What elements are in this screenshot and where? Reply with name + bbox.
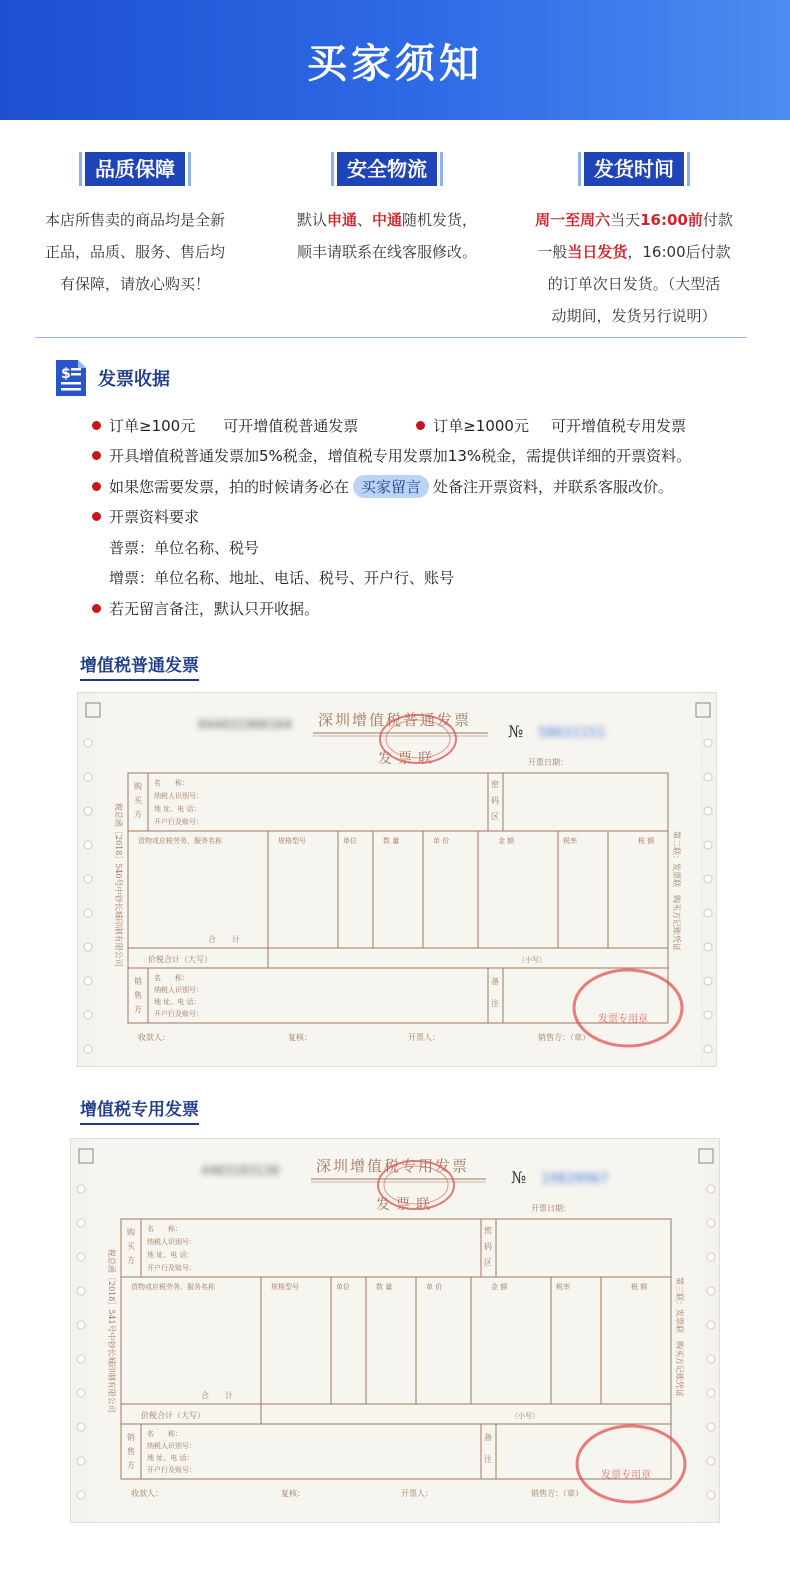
svg-text:开户行及账号：: 开户行及账号： [147, 1466, 196, 1474]
svg-text:开票人：: 开票人： [401, 1489, 433, 1498]
svg-text:名 称：: 名 称： [147, 1430, 182, 1438]
svg-text:纳税人识别号：: 纳税人识别号： [154, 986, 203, 994]
svg-text:开票日期：: 开票日期： [531, 1204, 571, 1213]
rule-text: 普票：单位名称、税号 [109, 538, 260, 557]
svg-text:购: 购 [134, 782, 142, 791]
svg-text:合 计: 合 计 [208, 935, 240, 944]
rule-text: 处备注开票资料，并联系客服改价。 [433, 477, 674, 496]
svg-text:收款人：: 收款人： [131, 1489, 163, 1498]
svg-text:销售方：（章）: 销售方：（章） [538, 1033, 590, 1042]
text-span: 一般 [537, 243, 568, 261]
svg-text:发票联: 发票联 [376, 1197, 436, 1213]
svg-text:方: 方 [134, 810, 142, 819]
svg-text:方: 方 [127, 1461, 135, 1470]
svg-text:（小写）: （小写） [511, 1412, 539, 1420]
rule-text: 订单≥1000元 [433, 416, 529, 435]
svg-text:买: 买 [127, 1242, 135, 1251]
bullet-dot [92, 421, 101, 430]
svg-text:税 额: 税 额 [631, 1283, 648, 1291]
svg-text:发票专用章: 发票专用章 [601, 1470, 651, 1481]
svg-text:名 称：: 名 称： [147, 1225, 182, 1233]
rule-subitem [92, 563, 752, 594]
svg-text:4403183130: 4403183130 [201, 1164, 280, 1179]
shipping-text [509, 204, 759, 332]
svg-text:数 量: 数 量 [383, 837, 400, 845]
highlight-same-day: 当日发货 [567, 243, 628, 261]
svg-text:复核：: 复核： [288, 1033, 312, 1042]
svg-text:单 价: 单 价 [426, 1283, 443, 1291]
svg-text:售: 售 [127, 1447, 135, 1456]
rule-text: 可开增值税专用发票 [550, 416, 686, 435]
logistics-line: 顺丰请联系在线客服修改。 [296, 243, 477, 261]
svg-text:税总函［2018］541号中钞长城印制有限公司: 税总函［2018］541号中钞长城印制有限公司 [107, 1249, 116, 1413]
svg-text:货物或应税劳务、服务名称: 货物或应税劳务、服务名称 [131, 1283, 215, 1291]
rule-text: 开票资料要求 [109, 508, 200, 527]
svg-text:（小写）: （小写） [518, 956, 546, 964]
text-span: ，16:00后付款 [627, 243, 731, 261]
buyer-message-badge: 买家留言 [353, 475, 429, 498]
rule-item [92, 410, 752, 441]
highlight-zto: 中通 [372, 211, 403, 229]
svg-text:码: 码 [484, 1242, 492, 1251]
quality-line: 有保障，请放心购买！ [59, 275, 210, 293]
svg-text:开户行及账号：: 开户行及账号： [154, 1010, 203, 1018]
rule-text: 订单≥100元 [109, 416, 196, 435]
rule-item [92, 502, 752, 533]
svg-text:区: 区 [491, 812, 499, 821]
svg-text:税 额: 税 额 [638, 837, 655, 845]
shipping-column [509, 152, 759, 332]
bullet-dot [416, 421, 425, 430]
svg-text:税总函［2018］540号中钞长城印制有限公司: 税总函［2018］540号中钞长城印制有限公司 [114, 803, 123, 967]
quality-column [10, 152, 260, 300]
text-span: 随机发货， [402, 211, 478, 229]
logistics-tag: 安全物流 [337, 152, 437, 186]
normal-invoice-title: 增值税普通发票 [80, 651, 199, 681]
svg-text:复核：: 复核： [281, 1489, 305, 1498]
svg-text:销: 销 [134, 977, 142, 986]
svg-text:售: 售 [134, 991, 142, 1000]
rule-item [92, 471, 752, 502]
rule-text: 如果您需要发票，拍的时候请务必在 [109, 477, 350, 496]
svg-text:纳税人识别号：: 纳税人识别号： [147, 1442, 196, 1450]
quality-line: 正品，品质、服务、售后均 [44, 243, 225, 261]
svg-text:发票联: 发票联 [378, 751, 438, 767]
svg-text:第三联：发票联 购买方记账凭证: 第三联：发票联 购买方记账凭证 [675, 1277, 684, 1397]
text-span: 、 [356, 211, 372, 229]
svg-text:金 额: 金 额 [498, 837, 515, 845]
rule-text: 若无留言备注，默认只开收据。 [109, 599, 320, 618]
svg-text:开票人：: 开票人： [408, 1033, 440, 1042]
svg-text:备: 备 [491, 977, 499, 986]
svg-text:深圳增值税普通发票: 深圳增值税普通发票 [318, 711, 472, 729]
normal-invoice-image [77, 692, 717, 1067]
svg-text:规格型号: 规格型号 [278, 837, 306, 845]
svg-text:单 价: 单 价 [433, 837, 450, 845]
svg-text:销售方：（章）: 销售方：（章） [531, 1489, 583, 1498]
svg-text:规格型号: 规格型号 [271, 1283, 299, 1291]
header-banner [0, 0, 790, 120]
svg-text:税率: 税率 [556, 1283, 570, 1291]
svg-text:第二联：发票联 购买方记账凭证: 第二联：发票联 购买方记账凭证 [672, 831, 681, 951]
quality-text [10, 204, 260, 300]
svg-text:区: 区 [484, 1258, 492, 1267]
svg-text:地 址、电 话：: 地 址、电 话： [147, 1454, 194, 1462]
highlight-time: 16:00前 [640, 211, 703, 229]
rule-item [92, 441, 752, 472]
svg-text:密: 密 [491, 780, 499, 789]
svg-text:密: 密 [484, 1226, 492, 1235]
svg-text:买: 买 [134, 796, 142, 805]
svg-text:税率: 税率 [563, 837, 577, 845]
svg-text:044031900104: 044031900104 [198, 718, 292, 733]
svg-text:合 计: 合 计 [201, 1391, 233, 1400]
page-title: 买家须知 [307, 40, 483, 87]
svg-text:货物或应税劳务、服务名称: 货物或应税劳务、服务名称 [138, 837, 222, 845]
bullet-dot [92, 512, 101, 521]
svg-text:单位: 单位 [336, 1283, 350, 1291]
special-invoice-title: 增值税专用发票 [80, 1095, 199, 1125]
svg-text:购: 购 [127, 1228, 135, 1237]
shipping-line: 的订单次日发货。（大型活 [547, 275, 721, 293]
shipping-line [509, 236, 759, 268]
svg-text:地 址、电 话：: 地 址、电 话： [154, 998, 201, 1006]
invoice-info-heading [52, 358, 170, 398]
text-span: 付款 [702, 211, 733, 229]
svg-text:名 称：: 名 称： [154, 779, 189, 787]
bullet-dot [92, 604, 101, 613]
section-divider [35, 337, 747, 338]
svg-text:纳税人识别号：: 纳税人识别号： [147, 1238, 196, 1246]
logistics-line [262, 204, 512, 236]
rule-text: 可开增值税普通发票 [223, 416, 359, 435]
rule-text: 增票：单位名称、地址、电话、税号、开户行、账号 [109, 569, 455, 588]
logistics-text [262, 204, 512, 268]
svg-text:深圳增值税专用发票: 深圳增值税专用发票 [316, 1157, 470, 1175]
svg-text:备: 备 [484, 1433, 492, 1442]
svg-text:开票日期：: 开票日期： [528, 758, 568, 767]
highlight-sto: 申通 [326, 211, 357, 229]
svg-text:价税合计（大写）: 价税合计（大写） [141, 1411, 205, 1420]
svg-text:№: № [508, 722, 524, 741]
bullet-dot [92, 451, 101, 460]
svg-text:收款人：: 收款人： [138, 1033, 170, 1042]
svg-text:金 额: 金 额 [491, 1283, 508, 1291]
svg-text:开户行及账号：: 开户行及账号： [154, 818, 203, 826]
rule-text: 开具增值税普通发票加5%税金，增值税专用发票加13%税金，需提供详细的开票资料。 [109, 447, 692, 466]
quality-tag: 品质保障 [85, 152, 185, 186]
invoice-document-icon [52, 358, 90, 398]
svg-text:地 址、电 话：: 地 址、电 话： [154, 805, 201, 813]
svg-text:数 量: 数 量 [376, 1283, 393, 1291]
svg-text:方: 方 [134, 1005, 142, 1014]
text-span: 默认 [296, 211, 327, 229]
svg-text:纳税人识别号：: 纳税人识别号： [154, 792, 203, 800]
shipping-tag: 发货时间 [584, 152, 684, 186]
shipping-line [509, 204, 759, 236]
svg-text:价税合计（大写）: 价税合计（大写） [148, 955, 212, 964]
svg-text:注: 注 [491, 999, 499, 1008]
rule-subitem [92, 532, 752, 563]
highlight-days: 周一至周六 [535, 211, 611, 229]
svg-text:销: 销 [127, 1433, 135, 1442]
shipping-line: 动期间，发货另行说明） [551, 307, 717, 325]
svg-text:开户行及账号：: 开户行及账号： [147, 1264, 196, 1272]
svg-text:单位: 单位 [343, 837, 357, 845]
svg-text:码: 码 [491, 796, 499, 805]
svg-text:$: $ [61, 366, 71, 382]
rule-item [92, 593, 752, 624]
svg-text:发票专用章: 发票专用章 [598, 1014, 648, 1025]
svg-text:地 址、电 话：: 地 址、电 话： [147, 1251, 194, 1259]
invoice-info-title: 发票收据 [98, 369, 170, 390]
svg-text:58631151: 58631151 [538, 725, 606, 741]
invoice-rules [92, 410, 752, 624]
svg-text:注: 注 [484, 1455, 492, 1464]
bullet-dot [92, 482, 101, 491]
svg-text:名 称：: 名 称： [154, 974, 189, 982]
quality-line: 本店所售卖的商品均是全新 [44, 211, 225, 229]
svg-text:№: № [511, 1168, 527, 1187]
special-invoice-image [70, 1138, 720, 1523]
svg-text:19839967: 19839967 [541, 1171, 609, 1187]
logistics-column [262, 152, 512, 268]
svg-text:方: 方 [127, 1256, 135, 1265]
text-span: 当天 [610, 211, 641, 229]
